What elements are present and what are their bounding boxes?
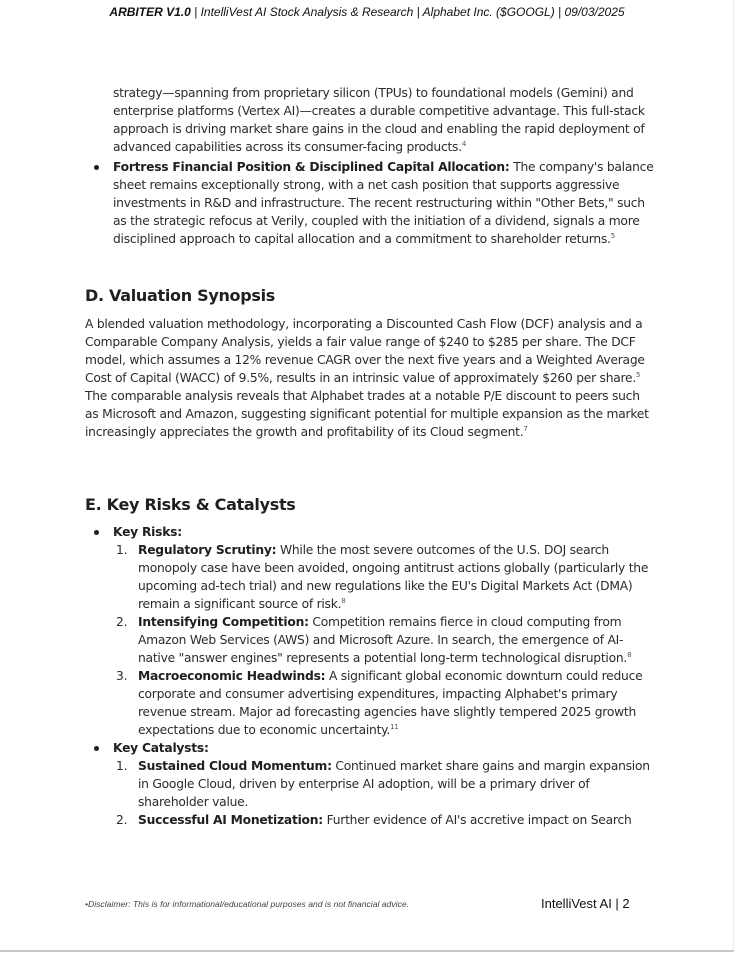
footer-disclaimer: •Disclaimer: This is for informational/educational purposes and is not financial advice. <box>85 899 409 909</box>
risk-item: 3. Macroeconomic Headwinds: A significant global economic downturn could reduce corporate and consumer advertising expenditures, impacting Alphabet's primary revenue stream. Major ad forecasting agencies have slightly tempered 2025 growth expectations due to economic uncertainty.$^{11}$ <box>116 669 643 737</box>
list-item-fortress: Fortress Financial Position & Disciplined Capital Allocation: The company's balance sheet remains exceptionally strong, with a net cash position that supports aggressive investments in R&D and infrastructure. The recent restructuring within "Other Bets," such as the strategic refocus at Verily, coupled with the initiation of a dividend, signals a more disciplined approach to capital allocation and a commitment to shareholder returns.$^5$ <box>85 158 655 248</box>
footnote-ref[interactable]: 7 <box>523 424 528 433</box>
footnote-ref[interactable]: 5 <box>610 231 615 240</box>
fortress-bullet-list <box>85 158 655 248</box>
catalyst-item: 1. Sustained Cloud Momentum: Continued market share gains and margin expansion in Google Cloud, driven by enterprise AI adoption, will be a primary driver of shareholder value. <box>116 759 650 809</box>
list-item-key-catalysts: Key Catalysts: 1. Sustained Cloud Momentum: Continued market share gains and margin expansion in Google Cloud, driven by enterprise AI adoption, will be a primary driver of shareholder value. 2. Successful AI Monetization: Further evidence of AI's accretive impact on Search <box>85 739 655 829</box>
footnote-ref[interactable]: 4 <box>461 139 467 148</box>
list-item-key-risks: Key Risks: 1. Regulatory Scrutiny: While the most severe outcomes of the U.S. DOJ search monopoly case have been avoided, ongoing antitrust actions globally (particularly the upcoming ad-tech trial) and new regulations like the EU's Digital Markets Act (DMA) remain a significant source of risk.$^8$ 2. Intensifying Competition: Competition remains fierce in cloud computing from Amazon Web Services (AWS) and Microsoft Azure. In search, the emergence of AI-native "answer engines" represents a potential long-term technological disruption.$^8$ 3. Macroeconomic Headwinds: A significant global economic downturn could reduce corporate and consumer advertising expenditures, impacting Alphabet's primary revenue stream. Major ad forecasting agencies have slightly tempered 2025 growth expectations due to economic uncertainty.$^{11}$ <box>85 523 655 739</box>
footnote-ref[interactable]: 11 <box>390 722 399 731</box>
continuation-paragraph: strategy—spanning from proprietary silicon (TPUs) to foundational models (Gemini) and enterprise platforms (Vertex AI)—creates a durable competitive advantage. This full-stack approach is driving market share gains in the cloud and enabling the rapid deployment of advanced capabilities across its consumer-facing products.$^4$ <box>113 86 645 154</box>
risk-item: 2. Intensifying Competition: Competition remains fierce in cloud computing from Amazon Web Services (AWS) and Microsoft Azure. In search, the emergence of AI-native "answer engines" represents a potential long-term technological disruption.$^8$ <box>116 615 632 665</box>
risks-catalysts-list <box>85 523 655 829</box>
footnote-ref[interactable]: 5 <box>636 370 641 379</box>
risk-item: 1. Regulatory Scrutiny: While the most severe outcomes of the U.S. DOJ search monopoly case have been avoided, ongoing antitrust actions globally (particularly the upcoming ad-tech trial) and new regulations like the EU's Digital Markets Act (DMA) remain a significant source of risk.$^8$ <box>116 543 649 611</box>
valuation-paragraph: A blended valuation methodology, incorporating a Discounted Cash Flow (DCF) analysis and a Comparable Company Analysis, yields a fair value range of $240 to $285 per share. The DCF model, which assumes a 12% revenue CAGR over the next five years and a Weighted Average Cost of Capital (WACC) of 9.5%, results in an intrinsic value of approximately $260 per share.$^5$ The comparable analysis reveals that Alphabet trades at a notable P/E discount to peers such as Microsoft and Amazon, suggesting significant potential for multiple expansion as the market increasingly appreciates the growth and profitability of its Cloud segment.$^7$ <box>85 317 649 439</box>
section-heading-valuation: D. Valuation Synopsis <box>85 286 276 305</box>
catalysts-list <box>113 757 655 829</box>
section-heading-risks-catalysts: E. Key Risks & Catalysts <box>85 495 296 514</box>
footnote-ref[interactable]: 8 <box>627 650 632 659</box>
risks-list <box>113 541 655 739</box>
header-brand: ARBITER V1.0 <box>109 5 191 19</box>
header-details: | IntelliVest AI Stock Analysis & Research | Alphabet Inc. ($GOOGL) | 09/03/2025 <box>190 5 625 19</box>
footnote-ref[interactable]: 8 <box>341 596 346 605</box>
page-header <box>0 5 734 19</box>
catalyst-item: 2. Successful AI Monetization: Further evidence of AI's accretive impact on Search <box>116 813 632 827</box>
footer-page-number: IntelliVest AI | 2 <box>541 896 630 911</box>
